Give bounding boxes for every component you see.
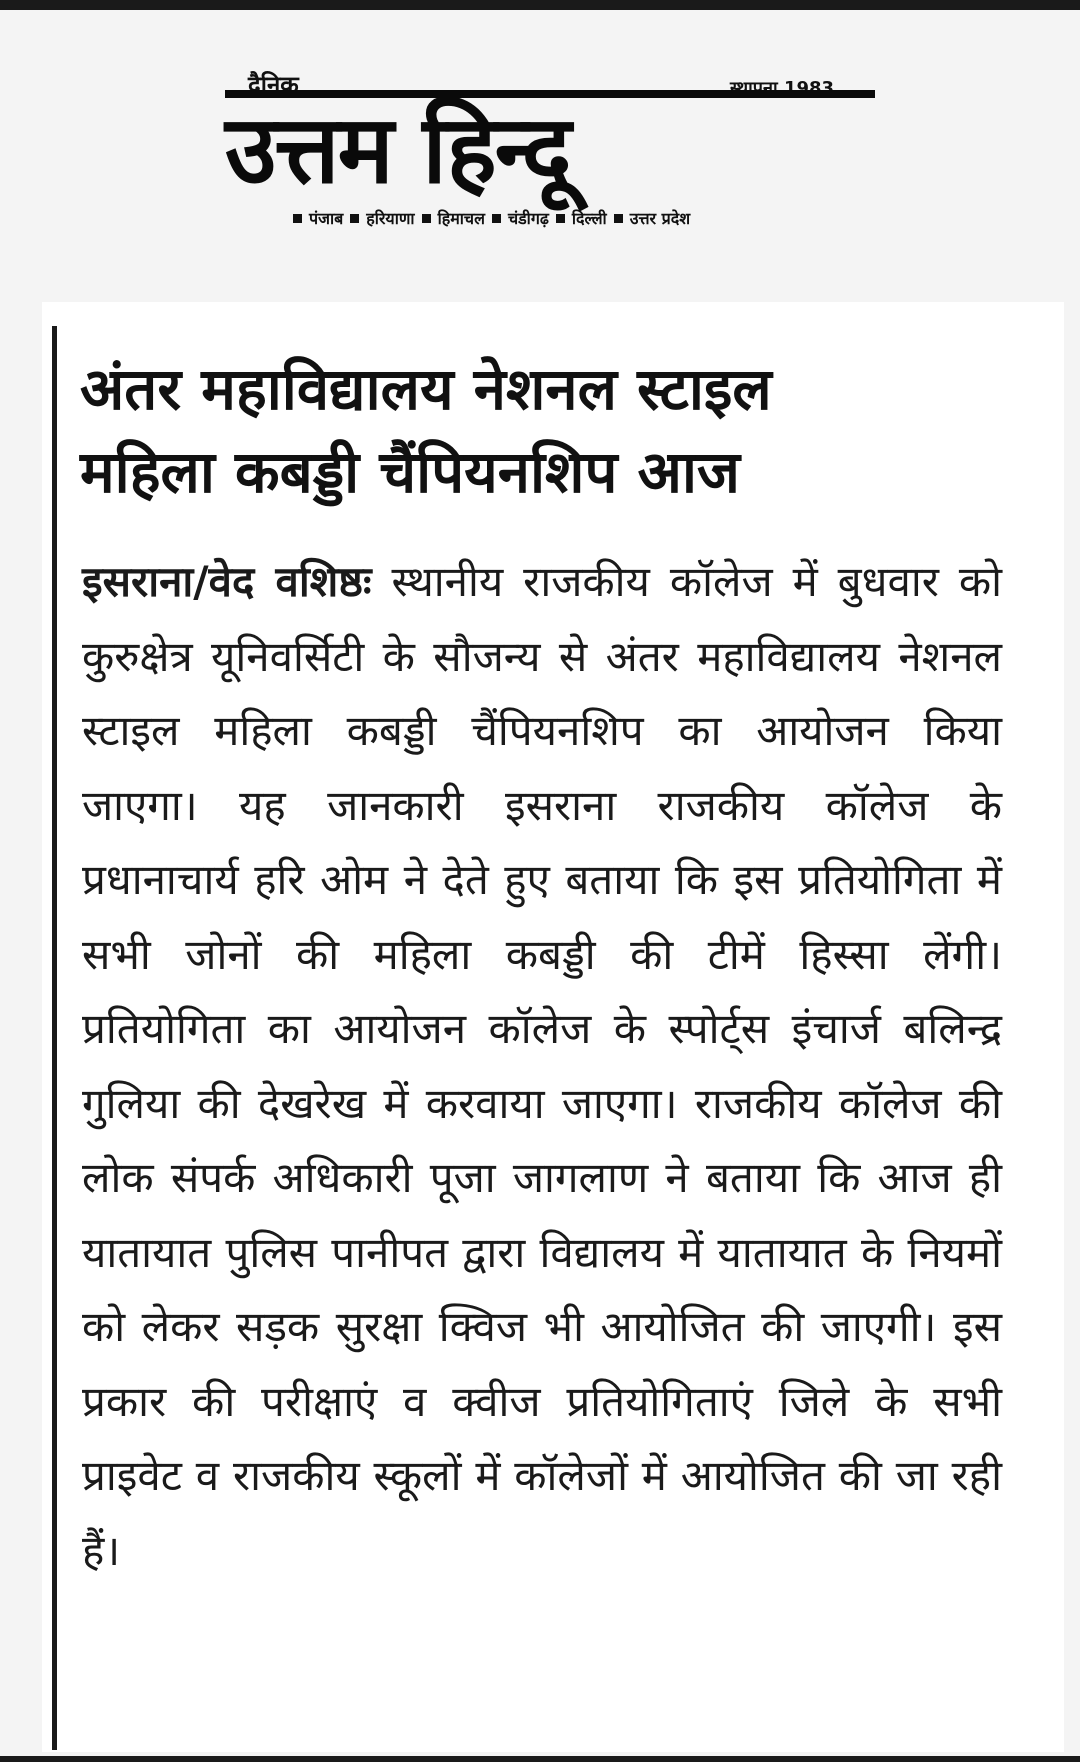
bullet-square-icon <box>422 214 431 223</box>
bullet-square-icon <box>614 214 623 223</box>
bottom-edge-bar <box>0 1756 1080 1762</box>
bullet-square-icon <box>350 214 359 223</box>
article-body-text: स्थानीय राजकीय कॉलेज में बुधवार को कुरुक्षेत्र यूनिवर्सिटी के सौजन्य से अंतर महाविद्यालय नेशनल स्टाइल महिला कबड्डी चैंपियनशिप का आयोजन किया जाएगा। यह जानकारी इसराना राजकीय कॉलेज के प्रधानाचार्य हरि ओम ने देते हुए बताया कि इस प्रतियोगिता में सभी जोनों की महिला कबड्डी की टीमें हिस्सा लेंगी। प्रतियोगिता का आयोजन कॉलेज के स्पोर्ट्स इंचार्ज बलिन्द्र गुलिया की देखरेख में करवाया जाएगा। राजकीय कॉलेज की लोक संपर्क अधिकारी पूजा जागलाण ने बताया कि आज ही यातायात पुलिस पानीपत द्वारा विद्यालय में यातायात के नियमों को लेकर सड़क सुरक्षा क्विज भी आयोजित की जाएगी। इस प्रकार की परीक्षाएं व क्वीज प्रतियोगिताएं जिले के सभी प्राइवेट व राजकीय स्कूलों में कॉलेजों में आयोजित की जा रही हैं। <box>82 557 1002 1575</box>
region-chandigarh: चंडीगढ़ <box>507 209 549 228</box>
masthead-regions <box>290 207 690 229</box>
bullet-square-icon <box>293 214 302 223</box>
headline-line-2: महिला कबड्डी चैंपियनशिप आज <box>80 438 740 506</box>
region-haryana: हरियाणा <box>366 209 415 228</box>
region-himachal: हिमाचल <box>437 209 485 228</box>
region-uttar-pradesh: उत्तर प्रदेश <box>629 209 691 228</box>
masthead-dainik: दैनिक <box>248 71 299 99</box>
article-body <box>82 545 1002 1588</box>
article-headline <box>80 348 1040 514</box>
column-rule <box>52 326 57 1750</box>
bullet-square-icon <box>492 214 501 223</box>
region-delhi: दिल्ली <box>571 209 607 228</box>
headline-line-1: अंतर महाविद्यालय नेशनल स्टाइल <box>80 355 772 423</box>
newspaper-title: उत्तम हिन्दू <box>225 90 875 200</box>
masthead-established: स्थापना 1983 <box>730 78 835 99</box>
newspaper-masthead <box>0 10 1080 230</box>
bullet-square-icon <box>556 214 565 223</box>
top-edge-bar <box>0 0 1080 10</box>
article-byline: इसराना/वेद वशिष्ठः <box>82 557 372 606</box>
region-punjab: पंजाब <box>309 209 344 228</box>
